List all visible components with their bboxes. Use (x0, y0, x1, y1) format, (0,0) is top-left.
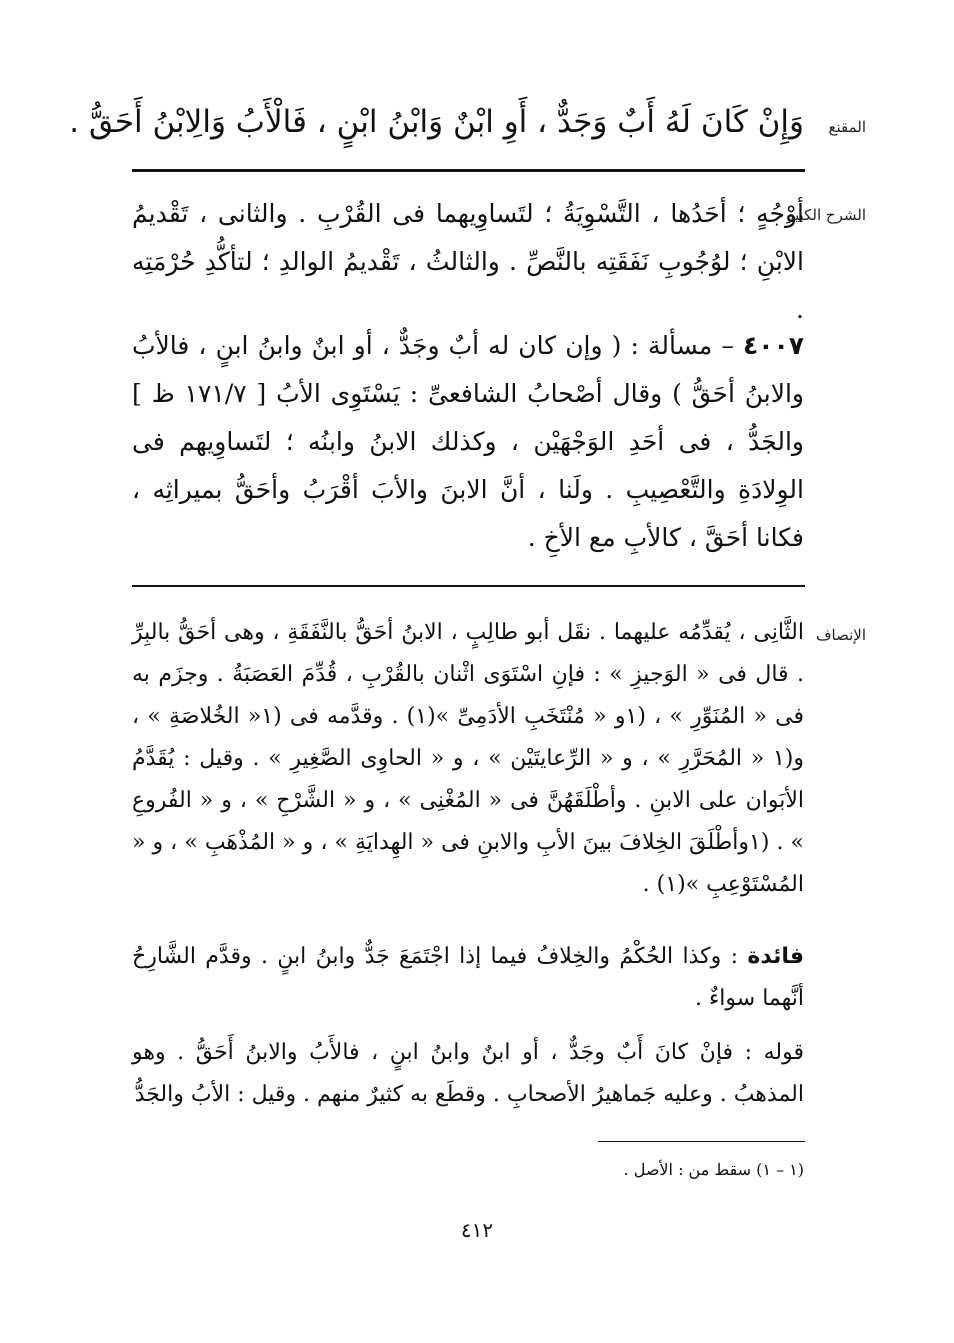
insaf-label: الإنصاف (815, 626, 866, 644)
masala-paragraph (132, 322, 804, 562)
footnote-divider (598, 1141, 805, 1142)
sharh-divider (132, 585, 805, 587)
sharh-paragraph-1: أوْجُهٍ ؛ أحَدُها ، التَّسْوِيَةُ ؛ لتَساوِيهما فى القُرْبِ . والثانى ، تَقْديمُ الابْنِ ؛ لوُجُوبِ نَفَقَتِه بالنَّصِّ . والثالثُ ، تَقْديمُ الوالدِ ؛ لتأكُّدِ حُرْمَتِه . (132, 199, 804, 324)
masala-number: ٤٠٠٧ (742, 331, 804, 360)
muqni-label: المقنع (828, 118, 866, 136)
masala-text: – مسألة : ( وإن كان له أبٌ وجَدٌّ ، أو ابنٌ وابنُ ابنٍ ، فالأبُ والابنُ أحَقُّ ) وقال أصْحابُ الشافعىِّ : يَسْتَوِى الأبُ [ ١٧١/٧ ظ ] والجَدُّ ، فى أحَدِ الوَجْهَيْن ، وكذلك الابنُ وابنُه ؛ لتَساوِيهم فى الوِلادَةِ والتَّعْصِيبِ . ولَنا ، أنَّ الابنَ والأبَ أقْرَبُ وأحَقُّ بميراثِه ، فكانا أحَقَّ ، كالأبِ مع الأخِ . (132, 331, 804, 552)
sharh-label: الشرح الكبير (786, 206, 866, 224)
insaf-paragraph-1: الثَّانِى ، يُقدِّمُه عليهما . نقَل أبو طالِبٍ ، الابنُ أحَقُّ بالنَّفَقَةِ ، وهى أحَقُّ بالبِرِّ . قال فى « الوَجيزِ » : فإنِ اسْتَوَى اثْنان بالقُرْبِ ، قُدِّمَ العَصَبَةُ . وجزَم به فى « المُنَوِّرِ » ، (١و « مُنْتَخَبِ الأدَمِىِّ »(١) . وقدَّمه فى (١« الخُلاصَةِ » ، و(١ « المُحَرَّرِ » ، و « الرِّعايتَيْن » ، و « الحاوِى الصَّغِيرِ » . وقيل : يُقَدَّمُ الأبَوان على الابنِ . وأطْلَقَهُنَّ فى « المُغْنِى » ، و « الشَّرْحِ » ، و « الفُروعِ » . (١وأطْلَقَ الخِلافَ بينَ الأبِ والابنِ فى « الهِدايَةِ » ، و « المُذْهَبِ » ، و « المُسْتَوْعِبِ »(١) . (132, 620, 805, 897)
page-number: ٤١٢ (460, 1218, 494, 1242)
qawluh-paragraph: قوله : فإنْ كانَ أَبٌ وجَدٌّ ، أو ابنٌ وابنُ ابنٍ ، فالأَبُ والابنُ أَحَقُّ . وهو المذهبُ . وعليه جَماهيرُ الأصحابِ . وقطَع به كثيرٌ منهم . وقيل : الأبُ والجَدُّ (132, 1040, 804, 1107)
muqni-divider (132, 169, 805, 172)
footnote: (١ – ١) سقط من : الأصل . (623, 1160, 804, 1179)
faida-paragraph (132, 936, 804, 1020)
faida-label: فائدة (747, 944, 804, 969)
muqni-text: وَإِنْ كَانَ لَهُ أَبٌ وَجَدٌّ ، أَوِ ابْنٌ وَابْنُ ابْنٍ ، فَالْأَبُ وَالِابْنُ أَحَقُّ . (69, 104, 804, 140)
faida-text: : وكذا الحُكْمُ والخِلافُ فيما إذا اجْتَمَعَ جَدٌّ وابنُ ابنٍ . وقدَّم الشَّارِحُ أنَّهما سواءٌ . (132, 944, 804, 1011)
